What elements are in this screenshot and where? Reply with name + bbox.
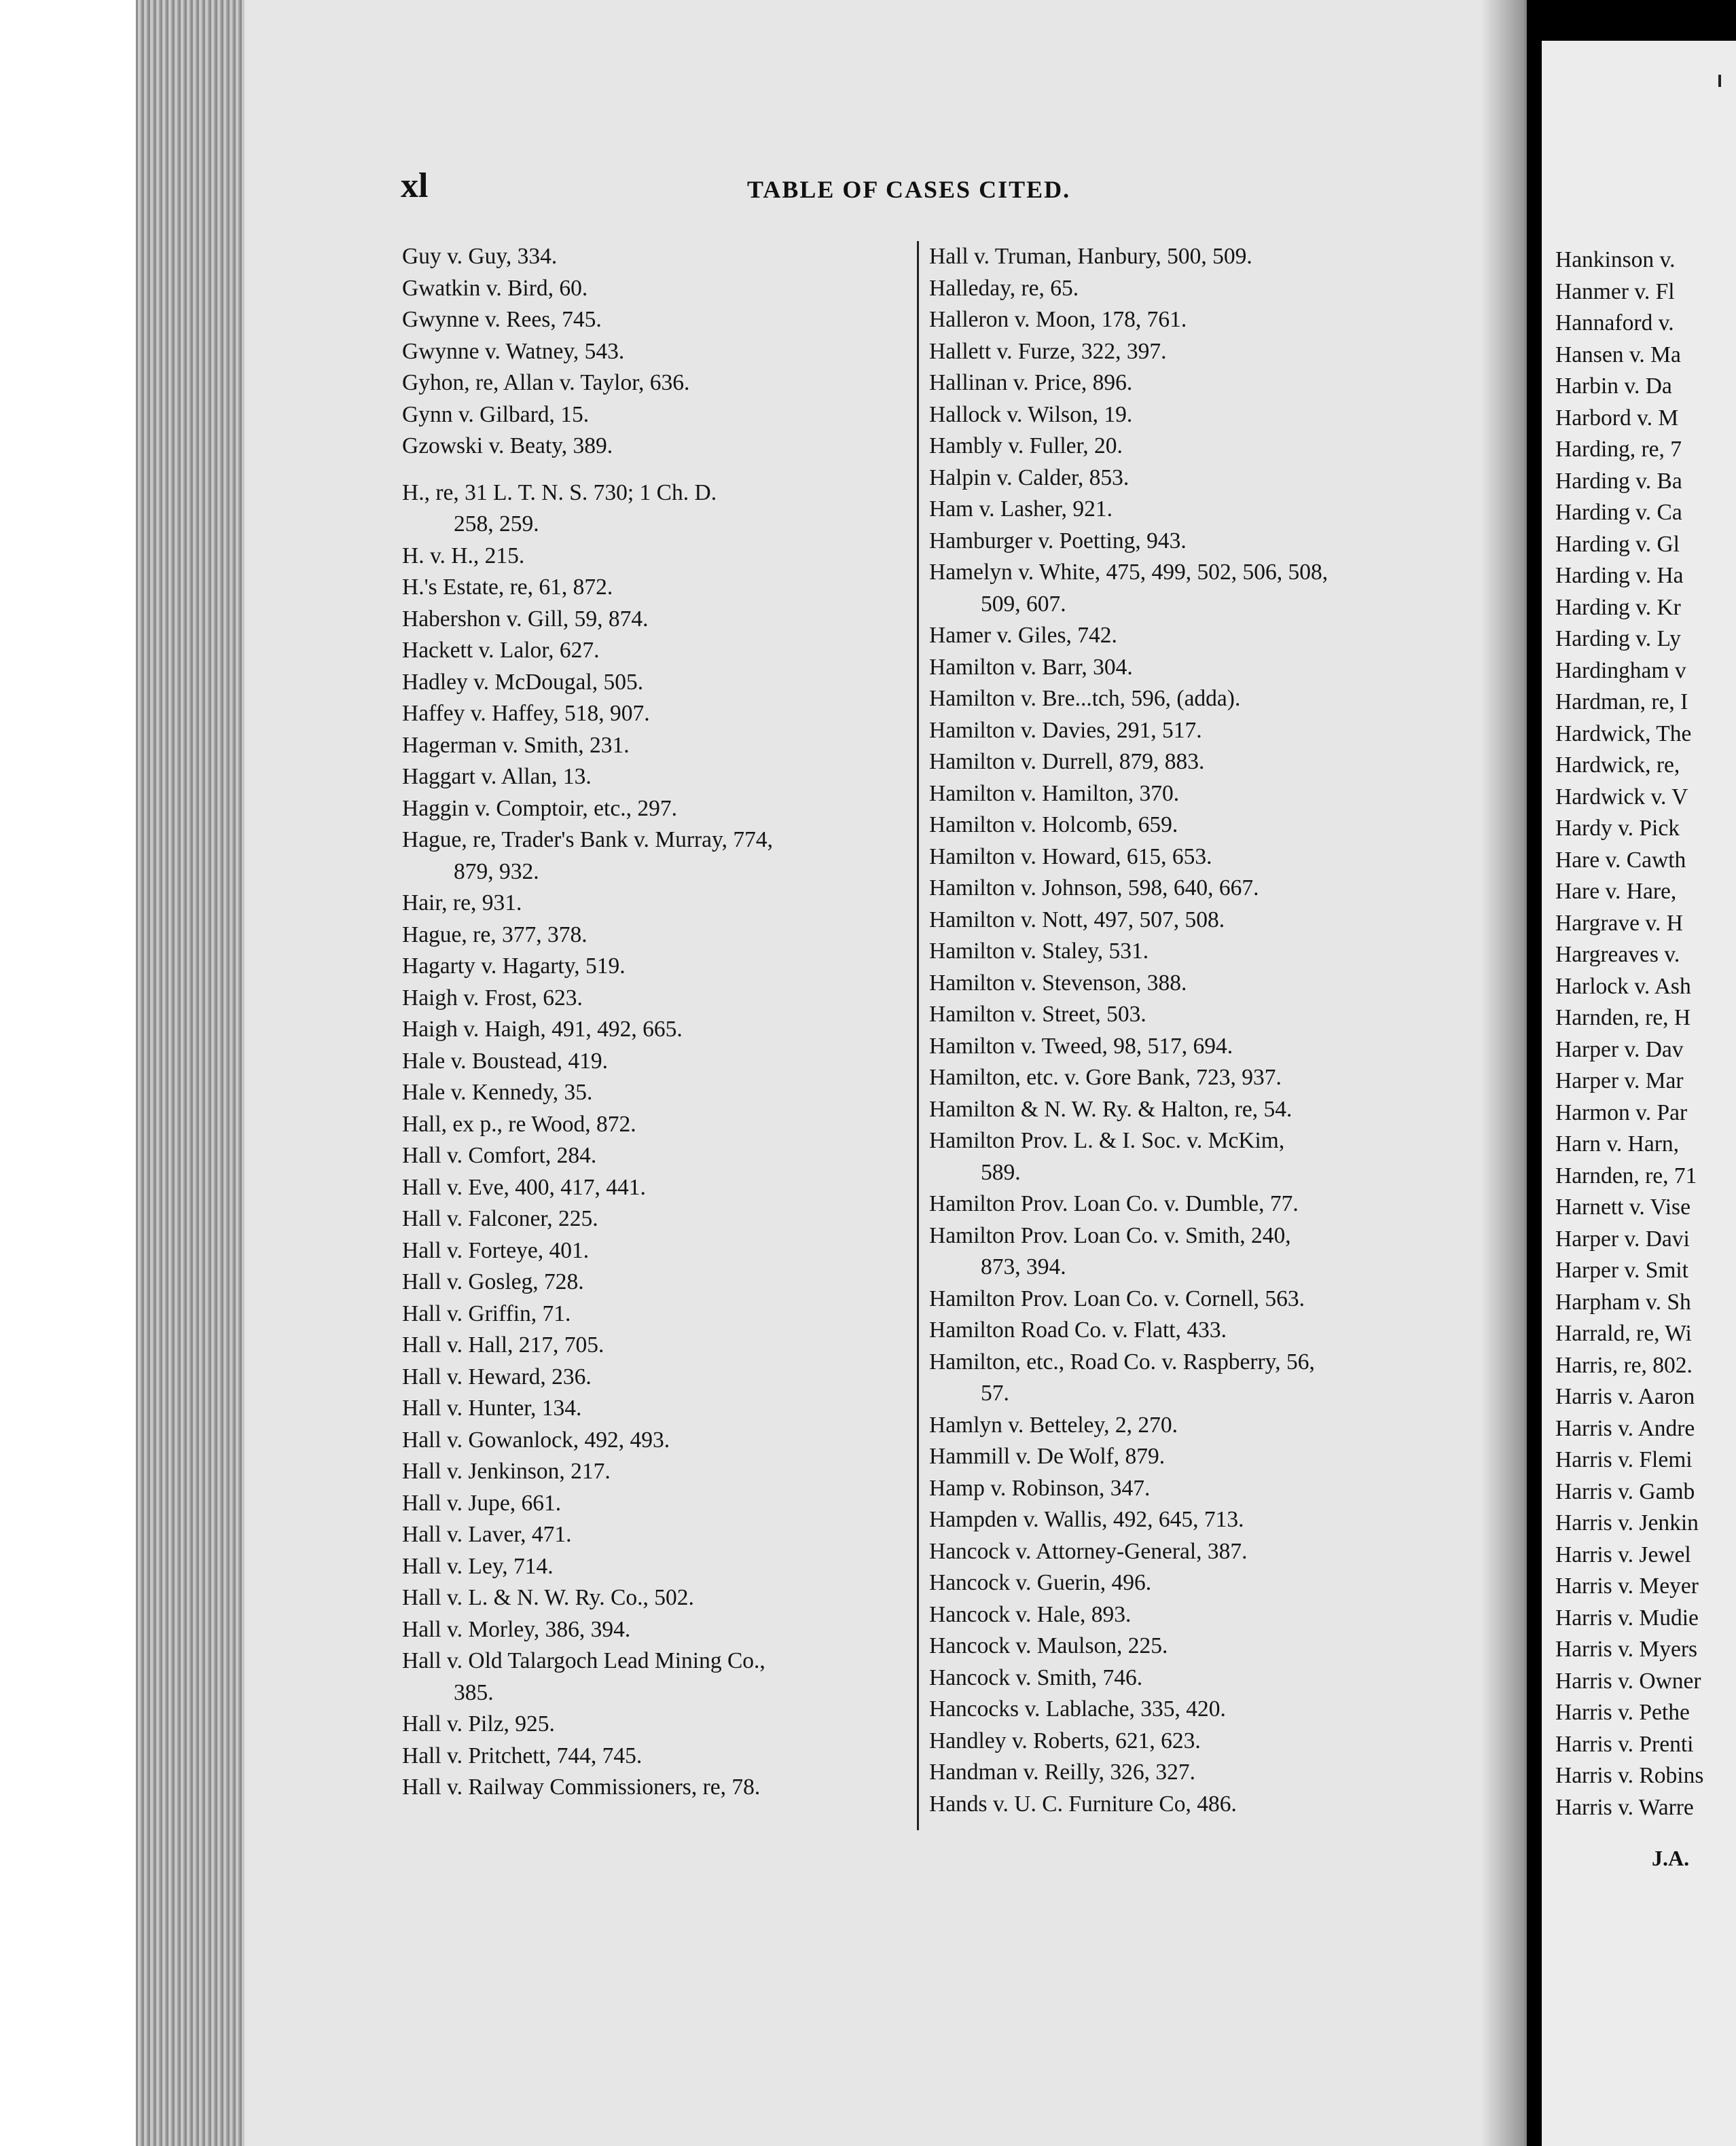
case-entry: Hall v. Heward, 236. (402, 1364, 592, 1389)
running-head: TABLE OF CASES CITED. (747, 176, 1071, 203)
case-entry: Gyhon, re, Allan v. Taylor, 636. (402, 370, 690, 395)
case-entry: H. v. H., 215. (402, 543, 525, 568)
case-entry: Hannaford v. (1555, 310, 1674, 335)
case-entry: Hamilton Prov. L. & I. Soc. v. McKim, (929, 1128, 1285, 1153)
case-entry: Harris v. Warre (1555, 1794, 1694, 1820)
speck-mark (1718, 75, 1721, 87)
case-entry: Hall v. Hall, 217, 705. (402, 1332, 604, 1358)
case-entry: Gynn v. Gilbard, 15. (402, 401, 590, 427)
case-entry: Hamelyn v. White, 475, 499, 502, 506, 508, (929, 560, 1328, 585)
case-entry: Hamburger v. Poetting, 943. (929, 528, 1187, 553)
case-entry: Harbord v. M (1555, 405, 1679, 431)
case-entry: Hanmer v. Fl (1555, 278, 1675, 304)
case-entry: Hague, re, 377, 378. (402, 922, 587, 947)
case-entry: Harbin v. Da (1555, 374, 1672, 399)
outer-margin (0, 0, 136, 2146)
case-entry: Gwynne v. Watney, 543. (402, 338, 625, 364)
case-entry: Hall v. Ley, 714. (402, 1553, 554, 1579)
case-entry: Harding v. Ha (1555, 563, 1684, 588)
case-entry: Harris v. Mudie (1555, 1605, 1699, 1631)
case-entry: Harris v. Pethe (1555, 1700, 1690, 1725)
case-entry: 873, 394. (981, 1254, 1066, 1279)
case-entry: Harn v. Harn, (1555, 1131, 1680, 1157)
right-column (929, 241, 1432, 1820)
case-entry: 879, 932. (454, 858, 539, 884)
gutter-shadow (1481, 0, 1542, 2146)
case-entry: Hallock v. Wilson, 19. (929, 401, 1133, 427)
case-entry: Haggart v. Allan, 13. (402, 764, 592, 789)
case-entry: Hall v. Forteye, 401. (402, 1237, 590, 1263)
case-entry: 258, 259. (454, 511, 539, 536)
case-entry: Hale v. Kennedy, 35. (402, 1080, 593, 1105)
case-entry: Hamilton & N. W. Ry. & Halton, re, 54. (929, 1096, 1292, 1122)
case-entry: Harper v. Dav (1555, 1036, 1684, 1062)
case-entry: Hancocks v. Lablache, 335, 420. (929, 1696, 1226, 1722)
case-entry: Halpin v. Calder, 853. (929, 465, 1129, 490)
case-entry: Hamilton v. Johnson, 598, 640, 667. (929, 875, 1259, 901)
case-entry: Harlock v. Ash (1555, 973, 1691, 999)
case-entry: Harris v. Aaron (1555, 1384, 1695, 1409)
case-entry: Harris v. Gamb (1555, 1478, 1695, 1504)
case-entry: Harnden, re, 71 (1555, 1163, 1697, 1188)
case-entry: Hall v. Hunter, 134. (402, 1396, 582, 1421)
case-entry: Harding v. Kr (1555, 594, 1681, 620)
case-entry: Hamilton v. Staley, 531. (929, 939, 1149, 964)
case-entry: Harris v. Meyer (1555, 1574, 1699, 1599)
case-entry: Harris, re, 802. (1555, 1352, 1693, 1378)
case-entry: Hall v. Railway Commissioners, re, 78. (402, 1775, 761, 1800)
case-entry: Hargreaves v. (1555, 942, 1680, 967)
case-entry: Hansen v. Ma (1555, 342, 1681, 367)
case-entry: Hall v. Jenkinson, 217. (402, 1459, 611, 1484)
case-entry: Hands v. U. C. Furniture Co, 486. (929, 1791, 1237, 1817)
case-entry: Harper v. Smit (1555, 1258, 1688, 1283)
case-entry: Hamilton Prov. Loan Co. v. Cornell, 563. (929, 1286, 1305, 1311)
left-column (402, 241, 905, 1804)
case-entry: Hamilton v. Stevenson, 388. (929, 970, 1187, 996)
case-entry: Harris v. Robins (1555, 1763, 1704, 1788)
case-entry: Hall v. Truman, Hanbury, 500, 509. (929, 244, 1252, 269)
case-entry: Habershon v. Gill, 59, 874. (402, 606, 649, 632)
case-entry: Harrald, re, Wi (1555, 1321, 1692, 1346)
case-entry: Harding v. Gl (1555, 531, 1680, 557)
case-entry: Haffey v. Haffey, 518, 907. (402, 701, 650, 726)
case-entry: Harris v. Andre (1555, 1415, 1695, 1441)
case-entry: Harnett v. Vise (1555, 1195, 1690, 1220)
case-entry: Hancock v. Guerin, 496. (929, 1570, 1152, 1595)
case-entry: Hancock v. Attorney-General, 387. (929, 1538, 1248, 1564)
case-entry: Hall v. Pritchett, 744, 745. (402, 1743, 643, 1768)
case-entry: Hamilton Road Co. v. Flatt, 433. (929, 1317, 1227, 1343)
facing-page-column (1555, 244, 1736, 1823)
case-entry: Harris v. Owner (1555, 1668, 1701, 1694)
case-entry: Harmon v. Par (1555, 1099, 1688, 1125)
case-entry: Hall v. Falconer, 225. (402, 1206, 598, 1231)
case-entry: Hambly v. Fuller, 20. (929, 433, 1123, 458)
case-entry: Hamilton v. Street, 503. (929, 1002, 1146, 1027)
case-entry: Hancock v. Maulson, 225. (929, 1633, 1168, 1658)
case-entry: H.'s Estate, re, 61, 872. (402, 575, 613, 600)
case-entry: Hammill v. De Wolf, 879. (929, 1444, 1165, 1469)
case-entry: Hamilton v. Tweed, 98, 517, 694. (929, 1033, 1233, 1059)
case-entry: Hamilton v. Hamilton, 370. (929, 780, 1180, 806)
case-entry: Hall v. Eve, 400, 417, 441. (402, 1174, 646, 1200)
case-entry: Hardwick, The (1555, 721, 1692, 746)
case-entry: Hall v. Pilz, 925. (402, 1711, 555, 1736)
case-entry: Hardwick, re, (1555, 752, 1680, 778)
case-entry: Hargrave v. H (1555, 910, 1683, 936)
case-entry: Harding v. Ca (1555, 500, 1682, 525)
case-entry: Halleday, re, 65. (929, 275, 1079, 301)
case-entry: Hair, re, 931. (402, 890, 522, 915)
case-entry: Hare v. Hare, (1555, 879, 1677, 904)
case-entry: Hardingham v (1555, 657, 1686, 683)
case-entry: Hamp v. Robinson, 347. (929, 1475, 1151, 1501)
case-entry: 57. (981, 1381, 1009, 1406)
case-entry: Halleron v. Moon, 178, 761. (929, 307, 1187, 332)
case-entry: Hardwick v. V (1555, 784, 1688, 810)
case-entry: Hall v. Jupe, 661. (402, 1490, 562, 1516)
case-entry: Hall v. Comfort, 284. (402, 1143, 597, 1168)
case-entry: Haigh v. Frost, 623. (402, 985, 583, 1011)
case-entry: Harris v. Prenti (1555, 1731, 1694, 1757)
case-entry: Harpham v. Sh (1555, 1289, 1691, 1315)
case-entry: Hamilton v. Davies, 291, 517. (929, 717, 1202, 743)
case-entry: Hall v. Old Talargoch Lead Mining Co., (402, 1648, 765, 1673)
case-entry: Hall, ex p., re Wood, 872. (402, 1111, 636, 1137)
case-entry: 385. (454, 1679, 494, 1705)
case-entry: Hancock v. Hale, 893. (929, 1601, 1132, 1627)
signature: J.A. (1652, 1846, 1690, 1870)
case-entry: Hankinson v. (1555, 247, 1676, 272)
case-entry: Harding v. Ba (1555, 468, 1682, 494)
case-entry: Hamilton v. Barr, 304. (929, 654, 1133, 680)
case-entry: Hall v. Morley, 386, 394. (402, 1616, 631, 1642)
case-entry: Hardman, re, I (1555, 689, 1688, 714)
case-entry: Hamilton v. Holcomb, 659. (929, 812, 1178, 837)
case-entry: Harris v. Myers (1555, 1637, 1698, 1662)
case-entry: Hall v. Laver, 471. (402, 1522, 572, 1547)
case-entry: Gwynne v. Rees, 745. (402, 307, 602, 332)
page-edges (136, 0, 245, 2146)
case-entry: Hamilton, etc., Road Co. v. Raspberry, 56, (929, 1349, 1315, 1375)
case-entry: Harper v. Mar (1555, 1068, 1684, 1093)
case-entry: Hallett v. Furze, 322, 397. (929, 338, 1167, 364)
case-entry: Hadley v. McDougal, 505. (402, 669, 644, 695)
case-entry: Hall v. Gosleg, 728. (402, 1269, 584, 1294)
case-entry: Harris v. Jenkin (1555, 1510, 1699, 1535)
case-entry: Hagarty v. Hagarty, 519. (402, 953, 626, 979)
case-entry: Hall v. Griffin, 71. (402, 1301, 571, 1326)
case-entry: Harding, re, 7 (1555, 437, 1682, 462)
case-entry: Handley v. Roberts, 621, 623. (929, 1728, 1201, 1753)
case-entry: Hackett v. Lalor, 627. (402, 638, 600, 663)
case-entry: Ham v. Lasher, 921. (929, 496, 1113, 522)
case-entry: Hall v. L. & N. W. Ry. Co., 502. (402, 1585, 694, 1610)
page-number: xl (401, 166, 429, 205)
case-entry: Hamilton v. Nott, 497, 507, 508. (929, 907, 1225, 932)
case-entry: Hamilton v. Bre...tch, 596, (adda). (929, 686, 1241, 711)
column-rule (917, 241, 919, 1830)
case-entry: Hare v. Cawth (1555, 847, 1686, 873)
case-entry: Harnden, re, H (1555, 1005, 1691, 1030)
case-entry: H., re, 31 L. T. N. S. 730; 1 Ch. D. (402, 479, 717, 505)
case-entry: Haigh v. Haigh, 491, 492, 665. (402, 1017, 683, 1042)
case-entry: Gzowski v. Beaty, 389. (402, 433, 613, 458)
case-entry: 589. (981, 1159, 1021, 1185)
case-entry: Hale v. Boustead, 419. (402, 1048, 608, 1074)
case-entry: Hamer v. Giles, 742. (929, 623, 1117, 648)
case-entry: Hall v. Gowanlock, 492, 493. (402, 1427, 670, 1453)
case-entry: Harding v. Ly (1555, 626, 1681, 651)
case-entry: Hamlyn v. Betteley, 2, 270. (929, 1412, 1178, 1438)
case-entry: Harper v. Davi (1555, 1226, 1690, 1252)
case-entry: 509, 607. (981, 591, 1066, 617)
case-entry: Harris v. Flemi (1555, 1447, 1693, 1472)
case-entry: Harris v. Jewel (1555, 1542, 1691, 1567)
case-entry: Hamilton, etc. v. Gore Bank, 723, 937. (929, 1065, 1282, 1090)
case-entry: Hampden v. Wallis, 492, 645, 713. (929, 1507, 1244, 1532)
case-entry: Hallinan v. Price, 896. (929, 370, 1133, 395)
case-entry: Hancock v. Smith, 746. (929, 1665, 1143, 1690)
case-entry: Hardy v. Pick (1555, 816, 1680, 841)
case-entry: Hamilton v. Durrell, 879, 883. (929, 749, 1205, 774)
case-entry: Hagerman v. Smith, 231. (402, 732, 630, 758)
case-entry: Hamilton Prov. Loan Co. v. Smith, 240, (929, 1222, 1291, 1248)
case-entry: Handman v. Reilly, 326, 327. (929, 1760, 1196, 1785)
case-entry: Hague, re, Trader's Bank v. Murray, 774, (402, 827, 773, 852)
case-entry: Gwatkin v. Bird, 60. (402, 275, 588, 301)
case-entry: Hamilton v. Howard, 615, 653. (929, 843, 1212, 869)
case-entry: Guy v. Guy, 334. (402, 244, 558, 269)
case-entry: Hamilton Prov. Loan Co. v. Dumble, 77. (929, 1191, 1299, 1216)
case-entry: Haggin v. Comptoir, etc., 297. (402, 795, 677, 821)
